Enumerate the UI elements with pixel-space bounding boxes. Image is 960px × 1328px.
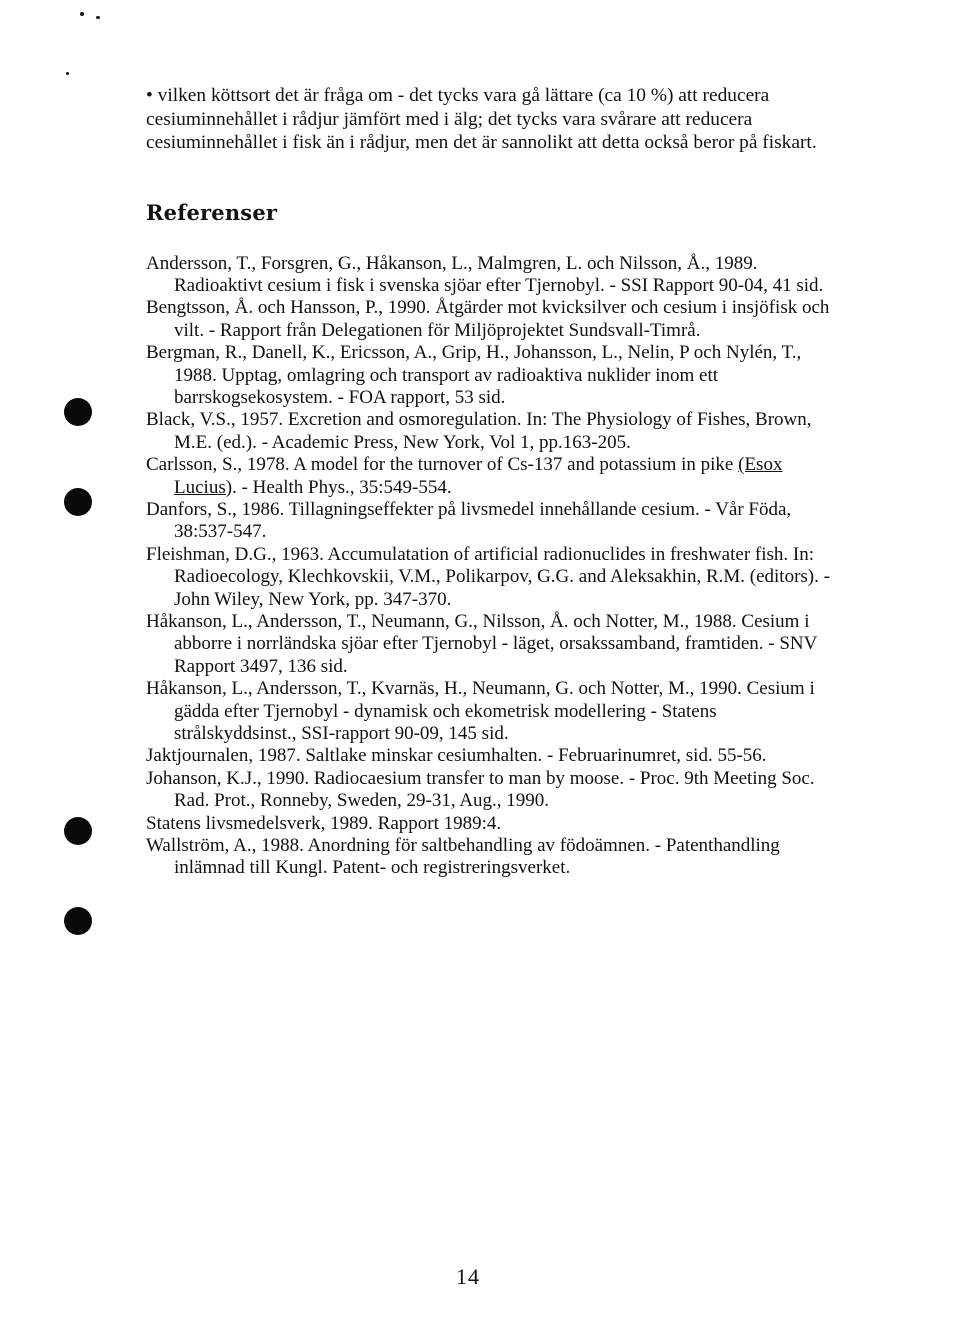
reference-item: Danfors, S., 1986. Tillagningseffekter på livsmedel innehållande cesium. - Vår Föda, 38:537-547. [146,498,792,543]
reference-text: . - Health Phys., 35:549-554. [232,476,452,498]
intro-bullet: • vilken köttsort det är fråga om - det tycks vara gå lättare (ca 10 %) att reducera cesiuminnehållet i rådjur jämfört med i älg; det tycks vara svårare att reducera cesiuminnehållet i fisk än i rådjur, men det är sannolikt att detta också beror på fiskart. [146,85,817,153]
scan-speck [80,12,84,16]
page-number: 14 [456,1264,480,1289]
punch-hole [64,488,92,516]
reference-text: Carlsson, S., 1978. A model for the turnover of Cs-137 and potassium in pike [146,454,739,476]
reference-item: Andersson, T., Forsgren, G., Håkanson, L., Malmgren, L. och Nilsson, Å., 1989. Radioaktivt cesium i fisk i svenska sjöar efter Tjernobyl. - SSI Rapport 90-04, 41 sid. [146,252,824,296]
scan-speck [96,16,100,19]
reference-item: Bengtsson, Å. och Hansson, P., 1990. Åtgärder mot kvicksilver och cesium i insjöfisk och vilt. - Rapport från Delegationen för Miljöprojektet Sundsvall-Timrå. [146,297,830,341]
punch-hole [64,398,92,426]
reference-item: Statens livsmedelsverk, 1989. Rapport 1989:4. [146,812,502,834]
reference-item: Black, V.S., 1957. Excretion and osmoregulation. In: The Physiology of Fishes, Brown, M.E. (ed.). - Academic Press, New York, Vol 1, pp.163-205. [146,409,812,453]
punch-hole [64,817,92,845]
reference-item: Jaktjournalen, 1987. Saltlake minskar cesiumhalten. - Februarinumret, sid. 55-56. [146,745,767,767]
reference-item: Håkanson, L., Andersson, T., Kvarnäs, H., Neumann, G. och Notter, M., 1990. Cesium i gädda efter Tjernobyl - dynamisk och ekometrisk modellering - Statens strålskyddsinst., SSI-rapport 90-09, 145 sid. [146,678,815,745]
reference-item: Johanson, K.J., 1990. Radiocaesium transfer to man by moose. - Proc. 9th Meeting Soc. Rad. Prot., Ronneby, Sweden, 29-31, Aug., 1990. [146,767,815,812]
reference-item: Bergman, R., Danell, K., Ericsson, A., Grip, H., Johansson, L., Nelin, P och Nylén, T., 1988. Upptag, omlagring och transport av radioaktiva nuklider inom ett barrskogsekosystem. - FOA rapport, 53 sid. [146,342,802,408]
reference-item: Wallström, A., 1988. Anordning för saltbehandling av födoämnen. - Patenthandling inlämnad till Kungl. Patent- och registreringsverket. [146,835,780,879]
species-name: (Esox Lucius) [174,454,783,498]
reference-item: Håkanson, L., Andersson, T., Neumann, G., Nilsson, Å. och Notter, M., 1988. Cesium i abborre i norrländska sjöar efter Tjernobyl - läget, orsakssamband, framtiden. - SNV Rapport 3497, 136 sid. [146,611,817,677]
reference-item [146,454,836,499]
punch-hole [64,907,92,935]
reference-item: Fleishman, D.G., 1963. Accumulatation of artificial radionuclides in freshwater fish. In: Radioecology, Klechkovskii, V.M., Polikarpov, G.G. and Aleksakhin, R.M. (editors). - John Wiley, New York, pp. 347-370. [146,543,830,610]
reference-list [146,253,836,880]
references-heading: Referenser [146,199,278,225]
scan-speck [66,72,69,75]
document-body [146,84,836,880]
